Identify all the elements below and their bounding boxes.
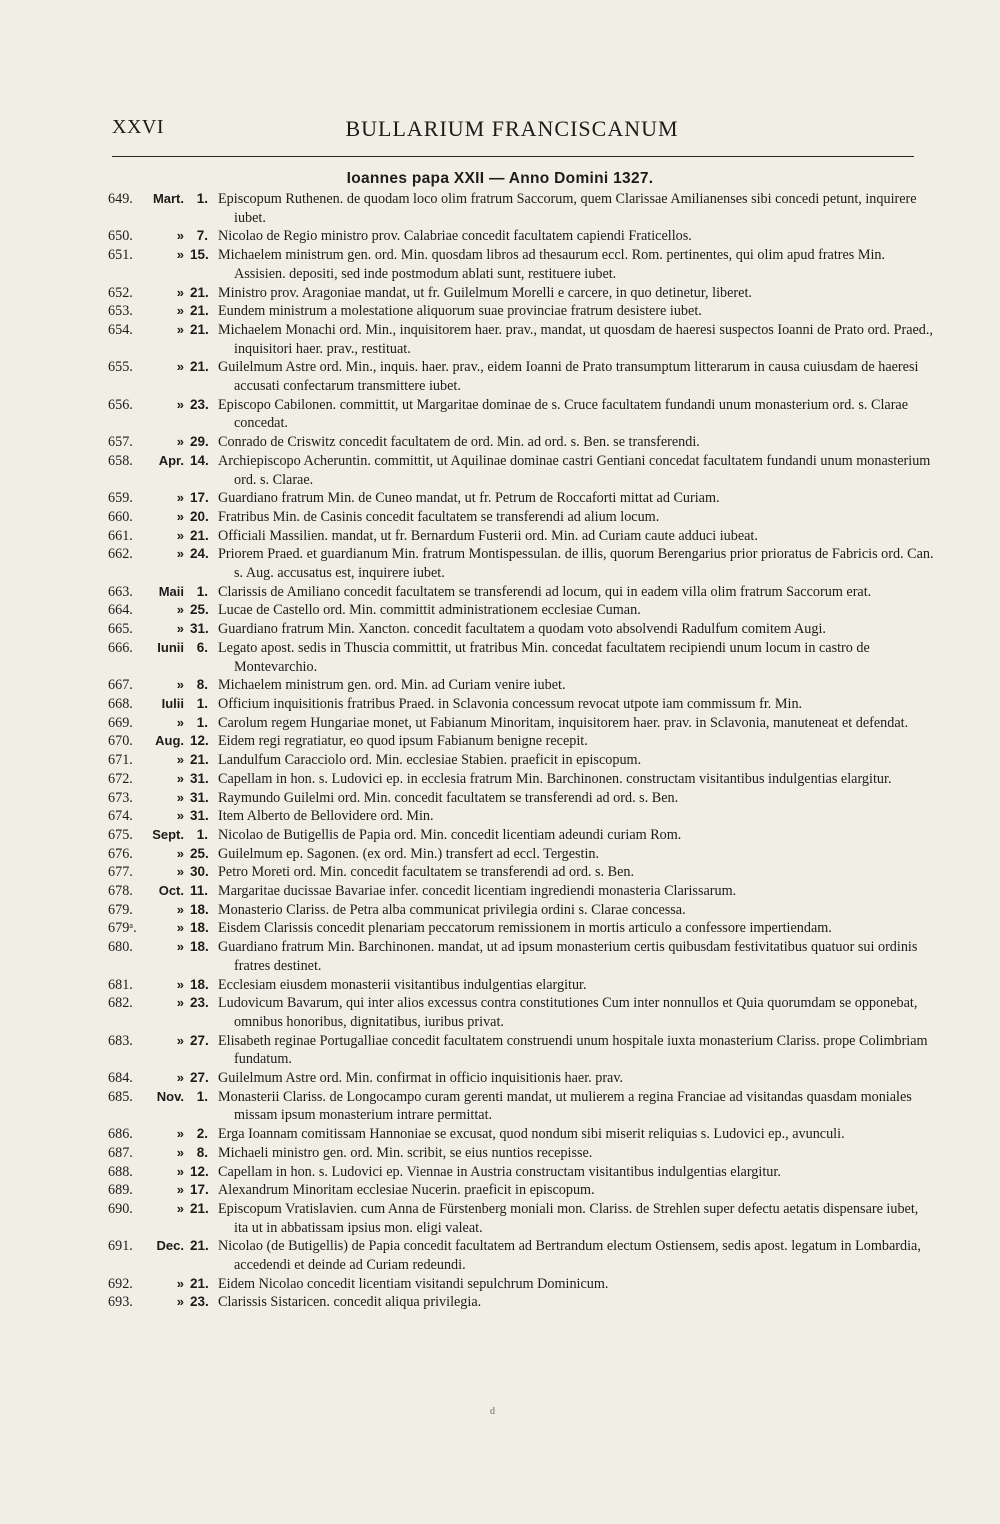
entry-month: »	[176, 1070, 184, 1086]
entry-day: 21.	[190, 1200, 209, 1216]
entry-number: 670.	[108, 733, 133, 750]
regest-entry	[0, 770, 1000, 789]
entry-month: »	[176, 434, 184, 450]
regest-entry	[0, 919, 1000, 938]
entry-number: 652.	[108, 284, 133, 301]
regest-entry	[0, 807, 1000, 826]
entry-text: Lucae de Castello ord. Min. committit administrationem ecclesiae Cuman.	[218, 602, 641, 619]
entry-month: Nov.	[156, 1088, 184, 1104]
regest-entry	[0, 489, 1000, 508]
entry-number: 677.	[108, 864, 133, 881]
regest-entry	[0, 994, 1000, 1031]
entry-text: Michaelem ministrum gen. ord. Min. ad Curiam venire iubet.	[218, 677, 566, 694]
entry-text: Michaelem ministrum gen. ord. Min. quosdam libros ad thesaurum eccl. Rom. pertinentes, qui olim apud fratres Min. Assisien. depositi, sed inde postmodum ablati sunt, restituere iubet.	[218, 247, 886, 282]
regest-entry	[0, 433, 1000, 452]
entry-text: Clarissis Sistaricen. concedit aliqua privilegia.	[218, 1294, 482, 1311]
regest-entry	[0, 396, 1000, 433]
entry-text: Nicolao de Regio ministro prov. Calabriae concedit facultatem capiendi Fraticellos.	[218, 228, 692, 245]
regest-entry	[0, 695, 1000, 714]
entry-day: 30.	[190, 864, 209, 880]
entry-month: »	[176, 1275, 184, 1291]
entry-month: »	[176, 1144, 184, 1160]
entry-month: »	[176, 284, 184, 300]
regest-entry	[0, 1088, 1000, 1125]
entry-month: Mart.	[152, 191, 184, 206]
entry-number: 684.	[108, 1070, 133, 1087]
entry-day: 15.	[190, 247, 209, 263]
entry-day: 6.	[196, 639, 208, 655]
entry-text: Priorem Praed. et guardianum Min. fratrum Montispessulan. de illis, quorum Berengarius prior prioratus de Fabricis ord. Can. s. Aug. accusatus est, inquirere iubet.	[218, 546, 934, 582]
entry-day: 2.	[196, 1126, 208, 1142]
entry-number: 681.	[108, 976, 133, 993]
entry-month: »	[176, 752, 184, 768]
regest-entry	[0, 583, 1000, 602]
entry-month: »	[176, 939, 184, 955]
entry-number: 687.	[108, 1144, 133, 1161]
regest-entry	[0, 1069, 1000, 1088]
entry-day: 17.	[190, 490, 209, 506]
regest-entry	[0, 1181, 1000, 1200]
entry-day: 23.	[190, 995, 209, 1011]
entry-number: 690.	[108, 1200, 133, 1217]
regest-entry	[0, 789, 1000, 808]
footer-mark: d	[490, 1406, 495, 1417]
entry-text: Ministro prov. Aragoniae mandat, ut fr. Guilelmum Morelli e carcere, in quo detinetur, liberet.	[218, 284, 752, 301]
entry-month: »	[176, 508, 184, 524]
entry-month: »	[176, 677, 184, 693]
regest-entry	[0, 714, 1000, 733]
entry-day: 11.	[190, 883, 209, 899]
entry-text: Eidem regi regratiatur, eo quod ipsum Fabianum benigne recepit.	[218, 733, 588, 750]
entry-month: Iunii	[157, 639, 184, 655]
entry-number: 669.	[108, 714, 133, 731]
page-header	[112, 116, 912, 148]
entry-day: 8.	[196, 1144, 208, 1160]
entry-day: 1.	[196, 583, 208, 599]
entry-day: 27.	[190, 1032, 209, 1048]
entry-number: 691.	[108, 1238, 133, 1255]
entry-day: 21.	[190, 1275, 209, 1291]
entry-day: 1.	[196, 1088, 208, 1104]
entry-month: »	[176, 789, 184, 805]
regest-entry	[0, 527, 1000, 546]
entry-number: 680.	[108, 939, 133, 956]
entry-day: 8.	[196, 677, 208, 693]
regest-entry	[0, 751, 1000, 770]
entry-text: Legato apost. sedis in Thuscia committit, ut fratribus Min. concedat facultatem recipiendi unum locum in castro de Montevarchio.	[218, 639, 870, 675]
entry-number: 662.	[108, 546, 133, 563]
entry-month: Maii	[158, 583, 184, 599]
entry-text: Carolum regem Hungariae monet, ut Fabianum Minoritam, inquisitorem haer. prav. in Sclavonia, manuteneat et defendat.	[218, 714, 909, 731]
entry-day: 25.	[190, 845, 209, 861]
entry-number: 692.	[108, 1275, 133, 1292]
entry-month: »	[176, 602, 184, 618]
entry-month: Sept.	[152, 826, 184, 842]
entry-day: 1.	[196, 191, 208, 206]
entry-text: Ecclesiam eiusdem monasterii visitantibus indulgentias elargitur.	[218, 976, 587, 993]
regest-entry	[0, 1144, 1000, 1163]
entry-day: 23.	[190, 1294, 209, 1310]
regest-entry	[0, 1293, 1000, 1312]
entry-month: »	[176, 808, 184, 824]
entry-number: 667.	[108, 677, 133, 694]
regest-entry	[0, 845, 1000, 864]
entry-text: Margaritae ducissae Bavariae infer. concedit licentiam ingrediendi monasteria Clarissarum.	[218, 883, 737, 900]
entry-text: Guardiano fratrum Min. Barchinonen. mandat, ut ad ipsum monasterium certis quibusdam festivitatibus quatuor sui ordinis fratres destinet.	[218, 939, 918, 974]
entry-day: 21.	[190, 321, 209, 337]
regest-entry	[0, 321, 1000, 358]
entry-number: 657.	[108, 434, 133, 451]
entry-month: »	[176, 864, 184, 880]
entry-day: 29.	[190, 434, 209, 450]
regest-entry	[0, 863, 1000, 882]
entry-text: Michaelem Monachi ord. Min., inquisitorem haer. prav., mandat, ut quosdam de haeresi suspectos Ioanni de Prato ord. Praed., inquisitori haer. prav., restituat.	[218, 321, 933, 357]
entry-day: 31.	[190, 789, 209, 805]
entry-month: »	[176, 1294, 184, 1310]
entry-number: 671.	[108, 752, 133, 769]
entry-month: »	[176, 359, 184, 375]
entry-text: Erga Ioannam comitissam Hannoniae se excusat, quod nondum sibi miserit reliquias s. Ludovici ep., avunculi.	[218, 1126, 845, 1143]
entry-month: »	[176, 1032, 184, 1048]
entry-month: »	[176, 976, 184, 992]
entry-number: 659.	[108, 490, 133, 507]
entry-month: »	[176, 845, 184, 861]
entry-number: 661.	[108, 527, 133, 544]
header-rule	[112, 156, 914, 157]
regest-entry	[0, 976, 1000, 995]
regest-entry	[0, 246, 1000, 283]
regest-entry	[0, 190, 1000, 227]
entry-text: Nicolao de Butigellis de Papia ord. Min. concedit licentiam adeundi curiam Rom.	[218, 826, 682, 843]
entry-text: Raymundo Guilelmi ord. Min. concedit facultatem se transferendi ad ord. s. Ben.	[218, 789, 679, 806]
regest-entry	[0, 639, 1000, 676]
regest-entry	[0, 1163, 1000, 1182]
regest-entry	[0, 1275, 1000, 1294]
regest-entry	[0, 1125, 1000, 1144]
entry-text: Archiepiscopo Acheruntin. committit, ut Aquilinae dominae castri Gentiani concedat facultatem fundandi unum monasterium ord. s. Clarae.	[218, 452, 931, 488]
regest-entry	[0, 938, 1000, 975]
entry-day: 27.	[190, 1070, 209, 1086]
entry-number: 653.	[108, 303, 133, 320]
entry-text: Nicolao (de Butigellis) de Papia concedit facultatem ad Bertrandum electum Ostiensem, sedis apost. legatum in Lombardia, accedendi et deinde ad Curiam redeundi.	[218, 1238, 921, 1274]
entry-text: Guardiano fratrum Min. de Cuneo mandat, ut fr. Petrum de Roccaforti mittat ad Curiam.	[218, 490, 720, 507]
regest-entry	[0, 901, 1000, 920]
entry-number: 679.	[108, 901, 133, 918]
entry-month: »	[176, 1126, 184, 1142]
entry-day: 18.	[190, 901, 209, 917]
entry-text: Clarissis de Amiliano concedit facultatem se transferendi ad locum, qui in eadem villa olim fratrum Saccorum erat.	[218, 583, 872, 600]
entry-text: Episcopum Ruthenen. de quodam loco olim fratrum Saccorum, quem Clarissae Amilianenses sibi concedi petunt, inquirere iubet.	[218, 191, 917, 226]
running-title: BULLARIUM FRANCISCANUM	[345, 116, 679, 141]
entry-day: 1.	[196, 714, 208, 730]
regest-entry	[0, 302, 1000, 321]
entry-text: Alexandrum Minoritam ecclesiae Nucerin. praeficit in episcopum.	[218, 1182, 595, 1199]
entry-number: 656.	[108, 396, 133, 413]
entry-text: Eisdem Clarissis concedit plenariam peccatorum remissionem in mortis articulo a confessore impertiendam.	[218, 920, 832, 937]
regest-entry	[0, 508, 1000, 527]
entry-day: 25.	[190, 602, 209, 618]
entry-month: »	[176, 1182, 184, 1198]
entry-day: 18.	[190, 920, 209, 936]
regest-entry	[0, 601, 1000, 620]
entry-day: 21.	[190, 359, 209, 375]
entry-day: 18.	[190, 976, 209, 992]
regest-entry	[0, 358, 1000, 395]
entry-text: Capellam in hon. s. Ludovici ep. Viennae in Austria constructam visitantibus indulgentias elargitur.	[218, 1163, 781, 1180]
entry-day: 18.	[190, 939, 209, 955]
regest-entry	[0, 826, 1000, 845]
regest-entry	[0, 227, 1000, 246]
entry-month: »	[176, 920, 184, 936]
page-number: XXVI	[112, 116, 164, 138]
regest-entry	[0, 1237, 1000, 1274]
entry-month: »	[176, 546, 184, 562]
entry-day: 12.	[190, 1163, 209, 1179]
entry-text: Guilelmum ep. Sagonen. (ex ord. Min.) transfert ad eccl. Tergestin.	[218, 845, 600, 862]
regest-entry	[0, 732, 1000, 751]
entry-day: 14.	[190, 452, 209, 468]
entry-month: »	[176, 901, 184, 917]
entry-text: Item Alberto de Bellovidere ord. Min.	[218, 808, 434, 825]
entry-number: 668.	[108, 695, 133, 712]
entry-number: 676.	[108, 845, 133, 862]
entry-number: 664.	[108, 602, 133, 619]
entry-number: 663.	[108, 583, 133, 600]
entry-text: Guardiano fratrum Min. Xancton. concedit facultatem a quodam voto absolvendi Radulfum comitem Augi.	[218, 621, 826, 638]
entry-month: »	[176, 621, 184, 637]
entry-day: 21.	[190, 527, 209, 543]
entry-number: 658.	[108, 452, 133, 469]
entry-day: 21.	[190, 1238, 209, 1254]
regest-entry	[0, 882, 1000, 901]
entry-text: Fratribus Min. de Casinis concedit facultatem se transferendi ad alium locum.	[218, 508, 660, 525]
entry-text: Landulfum Caracciolo ord. Min. ecclesiae Stabien. praeficit in episcopum.	[218, 752, 642, 769]
regest-entry	[0, 545, 1000, 582]
entry-day: 17.	[190, 1182, 209, 1198]
entry-text: Guilelmum Astre ord. Min., inquis. haer. prav., eidem Ioanni de Prato transumptum litterarum in causa cuiusdam de haeresi accusati confectarum transmittere iubet.	[218, 359, 919, 395]
entry-text: Michaeli ministro gen. ord. Min. scribit, se eius nuntios recepisse.	[218, 1144, 593, 1161]
entry-month: »	[176, 770, 184, 786]
entry-number: 679ᵃ.	[108, 920, 137, 937]
regest-entry	[0, 676, 1000, 695]
entry-text: Episcopo Cabilonen. committit, ut Margaritae dominae de s. Cruce facultatem fundandi unum monasterium ord. s. Clarae concedat.	[218, 396, 909, 432]
regest-entry	[0, 620, 1000, 639]
entry-month: Oct.	[158, 883, 184, 899]
entry-text: Capellam in hon. s. Ludovici ep. in ecclesia fratrum Min. Barchinonen. constructam visitantibus indulgentias elargitur.	[218, 770, 892, 787]
entry-month: »	[176, 995, 184, 1011]
entry-day: 7.	[196, 228, 208, 244]
entry-number: 686.	[108, 1126, 133, 1143]
entry-month: »	[176, 1163, 184, 1179]
entry-number: 693.	[108, 1294, 133, 1311]
entry-text: Ludovicum Bavarum, qui inter alios excessus contra constitutiones Cum inter nonnullos et Quia quorumdam se opponebat, omnibus honoribus, dignitatibus, iuribus privat.	[218, 995, 918, 1030]
entry-text: Guilelmum Astre ord. Min. confirmat in officio inquisitionis haer. prav.	[218, 1070, 624, 1087]
entry-month: »	[176, 527, 184, 543]
entry-number: 672.	[108, 770, 133, 787]
regest-entry	[0, 1200, 1000, 1237]
regest-entry	[0, 452, 1000, 489]
entry-day: 23.	[190, 396, 209, 412]
entry-number: 660.	[108, 508, 133, 525]
entry-day: 1.	[196, 826, 208, 842]
entry-month: Dec.	[156, 1238, 184, 1254]
entry-text: Officium inquisitionis fratribus Praed. in Sclavonia concessum revocat utpote iam commissum fr. Min.	[218, 695, 803, 712]
entry-text: Eundem ministrum a molestatione aliquorum suae provinciae fratrum desistere iubet.	[218, 303, 702, 320]
entry-number: 685.	[108, 1088, 133, 1105]
entry-month: Iulii	[161, 695, 184, 711]
entry-month: Aug.	[155, 733, 184, 749]
entry-number: 674.	[108, 808, 133, 825]
entry-month: »	[176, 714, 184, 730]
regest-entry	[0, 1032, 1000, 1069]
entry-month: »	[176, 247, 184, 263]
section-title: Ioannes papa XXII — Anno Domini 1327.	[346, 170, 654, 187]
entry-day: 21.	[190, 752, 209, 768]
entry-number: 675.	[108, 826, 133, 843]
entry-day: 31.	[190, 770, 209, 786]
entry-month: »	[176, 321, 184, 337]
entry-day: 12.	[190, 733, 209, 749]
entry-day: 21.	[190, 303, 209, 319]
entry-number: 682.	[108, 995, 133, 1012]
entry-month: »	[176, 490, 184, 506]
entry-month: »	[176, 228, 184, 244]
entry-number: 666.	[108, 639, 133, 656]
entry-number: 688.	[108, 1163, 133, 1180]
entry-day: 21.	[190, 284, 209, 300]
entry-number: 673.	[108, 789, 133, 806]
entry-day: 1.	[196, 695, 208, 711]
entry-number: 689.	[108, 1182, 133, 1199]
entry-day: 24.	[190, 546, 209, 562]
entry-number: 665.	[108, 621, 133, 638]
entry-number: 649.	[108, 191, 133, 207]
entry-number: 651.	[108, 247, 133, 264]
entry-text: Elisabeth reginae Portugalliae concedit facultatem construendi unum hospitale iuxta monasterium Clariss. prope Colimbriam fundatum.	[218, 1032, 928, 1068]
entry-text: Officiali Massilien. mandat, ut fr. Bernardum Fusterii ord. Min. ad Curiam caute adduci iubeat.	[218, 527, 758, 544]
entry-month: Apr.	[158, 452, 184, 468]
entry-number: 654.	[108, 321, 133, 338]
entry-text: Monasterio Clariss. de Petra alba communicat privilegia ordini s. Clarae concessa.	[218, 901, 686, 918]
entry-text: Conrado de Criswitz concedit facultatem de ord. Min. ad ord. s. Ben. se transferendi.	[218, 434, 700, 451]
entry-text: Petro Moreti ord. Min. concedit facultatem se transferendi ad ord. s. Ben.	[218, 864, 635, 881]
regest-entry	[0, 284, 1000, 303]
entry-text: Monasterii Clariss. de Longocampo curam gerenti mandat, ut mulierem a regina Franciae ad visitandas quasdam moniales missam ipsum monasterium intrare permittat.	[218, 1088, 912, 1124]
entry-text: Episcopum Vratislavien. cum Anna de Fürstenberg moniali mon. Clariss. de Strehlen super defectu aetatis dispensare iubet, ita ut in abbatissam ipsius mon. eligi valeat.	[218, 1200, 919, 1236]
entry-number: 678.	[108, 883, 133, 900]
entry-month: »	[176, 303, 184, 319]
entry-month: »	[176, 1200, 184, 1216]
entry-day: 31.	[190, 621, 209, 637]
entry-number: 650.	[108, 228, 133, 245]
entry-number: 683.	[108, 1032, 133, 1049]
entry-text: Eidem Nicolao concedit licentiam visitandi sepulchrum Dominicum.	[218, 1275, 609, 1292]
entry-day: 31.	[190, 808, 209, 824]
entry-list	[0, 190, 1000, 1312]
entry-number: 655.	[108, 359, 133, 376]
entry-day: 20.	[190, 508, 209, 524]
entry-month: »	[176, 396, 184, 412]
